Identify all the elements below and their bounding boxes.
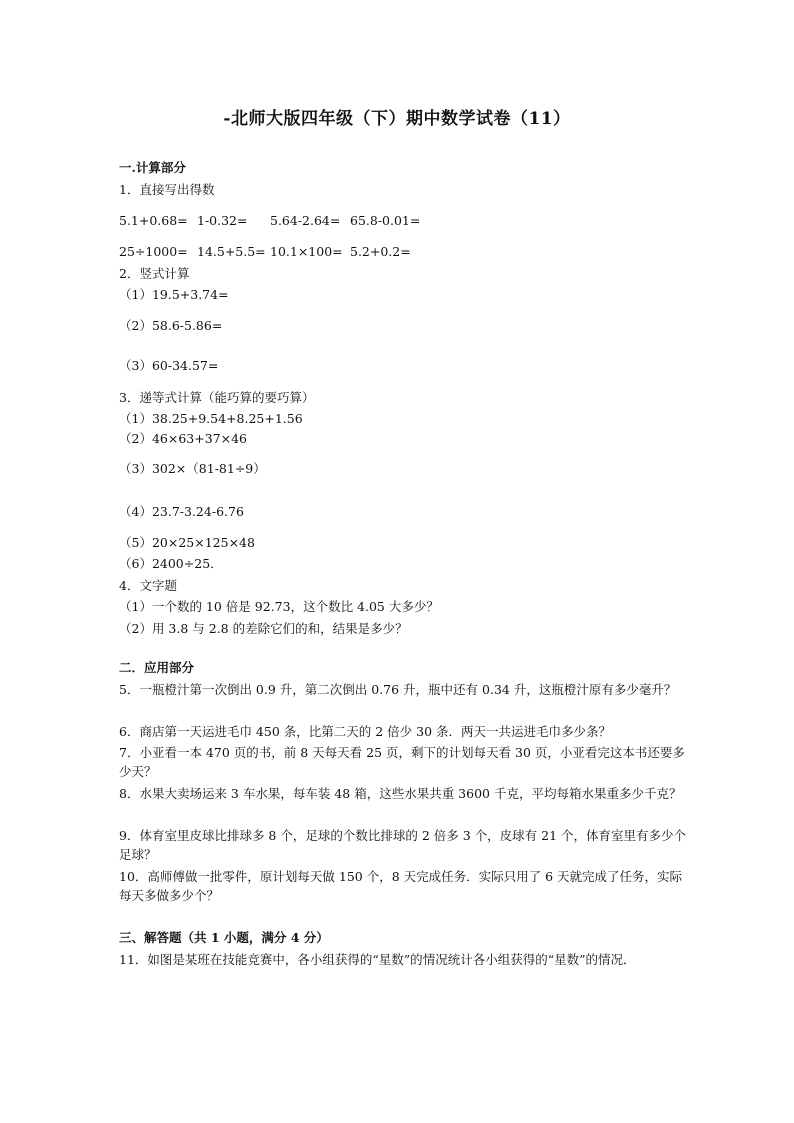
section2-heading: 二．应用部分 [119, 660, 195, 675]
q1-expr: 5.1+0.68= [119, 213, 188, 228]
question-11: 11．如图是某班在技能竞赛中，各小组获得的“星数”的情况统计各小组获得的“星数”的情况． [119, 952, 636, 967]
q1-expr: 1-0.32= [197, 213, 248, 228]
q4-label: 4．文字题 [119, 578, 177, 593]
question-9: 9．体育室里皮球比排球多 8 个，足球的个数比排球的 2 倍多 3 个，皮球有 21 个，体育室里有多少个足球？ [119, 828, 687, 862]
section1-heading: 一.计算部分 [119, 160, 186, 175]
q4-item: （2）用 3.8 与 2.8 的差除它们的和，结果是多少？ [119, 621, 408, 636]
q1-expr: 25÷1000= [119, 244, 188, 259]
q3-item: （5）20×25×125×48 [119, 535, 255, 550]
page-title: -北师大版四年级（下）期中数学试卷（11） [223, 109, 571, 129]
q1-expr: 5.2+0.2= [350, 244, 411, 259]
question-7: 7．小亚看一本 470 页的书，前 8 天每天看 25 页，剩下的计划每天看 30 页，小亚看完这本书还要多少天？ [119, 745, 685, 779]
q2-item: （3）60-34.57= [119, 358, 219, 373]
section3-heading: 三、解答题（共 1 小题，满分 4 分） [119, 930, 329, 945]
q2-item: （1）19.5+3.74= [119, 287, 229, 302]
q3-item: （2）46×63+37×46 [119, 431, 247, 446]
q2-item: （2）58.6-5.86= [119, 318, 223, 333]
q1-expr: 5.64-2.64= [270, 213, 341, 228]
q1-expr: 14.5+5.5= [197, 244, 266, 259]
q1-expr: 10.1×100= [270, 244, 343, 259]
q3-item: （6）2400÷25． [119, 556, 223, 571]
q2-label: 2．竖式计算 [119, 266, 190, 281]
question-8: 8．水果大卖场运来 3 车水果，每车装 48 箱，这些水果共重 3600 千克，平均每箱水果重多少千克？ [119, 786, 682, 801]
q1-expr: 65.8-0.01= [350, 213, 421, 228]
q1-row1 [119, 211, 420, 230]
q1-label: 1．直接写出得数 [119, 182, 215, 197]
q3-item: （1）38.25+9.54+8.25+1.56 [119, 411, 303, 426]
q1-row2 [119, 242, 411, 261]
question-6: 6．商店第一天运进毛巾 450 条，比第二天的 2 倍少 30 条．两天一共运进毛巾多少条？ [119, 724, 612, 739]
question-5: 5．一瓶橙汁第一次倒出 0.9 升，第二次倒出 0.76 升，瓶中还有 0.34 升，这瓶橙汁原有多少毫升？ [119, 682, 677, 697]
q3-label: 3．递等式计算（能巧算的要巧算） [119, 390, 315, 405]
q4-item: （1）一个数的 10 倍是 92.73，这个数比 4.05 大多少？ [119, 599, 439, 614]
q3-item: （4）23.7-3.24-6.76 [119, 504, 244, 519]
question-10: 10．高师傅做一批零件，原计划每天做 150 个，8 天完成任务．实际只用了 6 天就完成了任务，实际每天多做多少个？ [119, 869, 683, 903]
q3-item: （3）302×（81-81÷9） [119, 461, 266, 476]
